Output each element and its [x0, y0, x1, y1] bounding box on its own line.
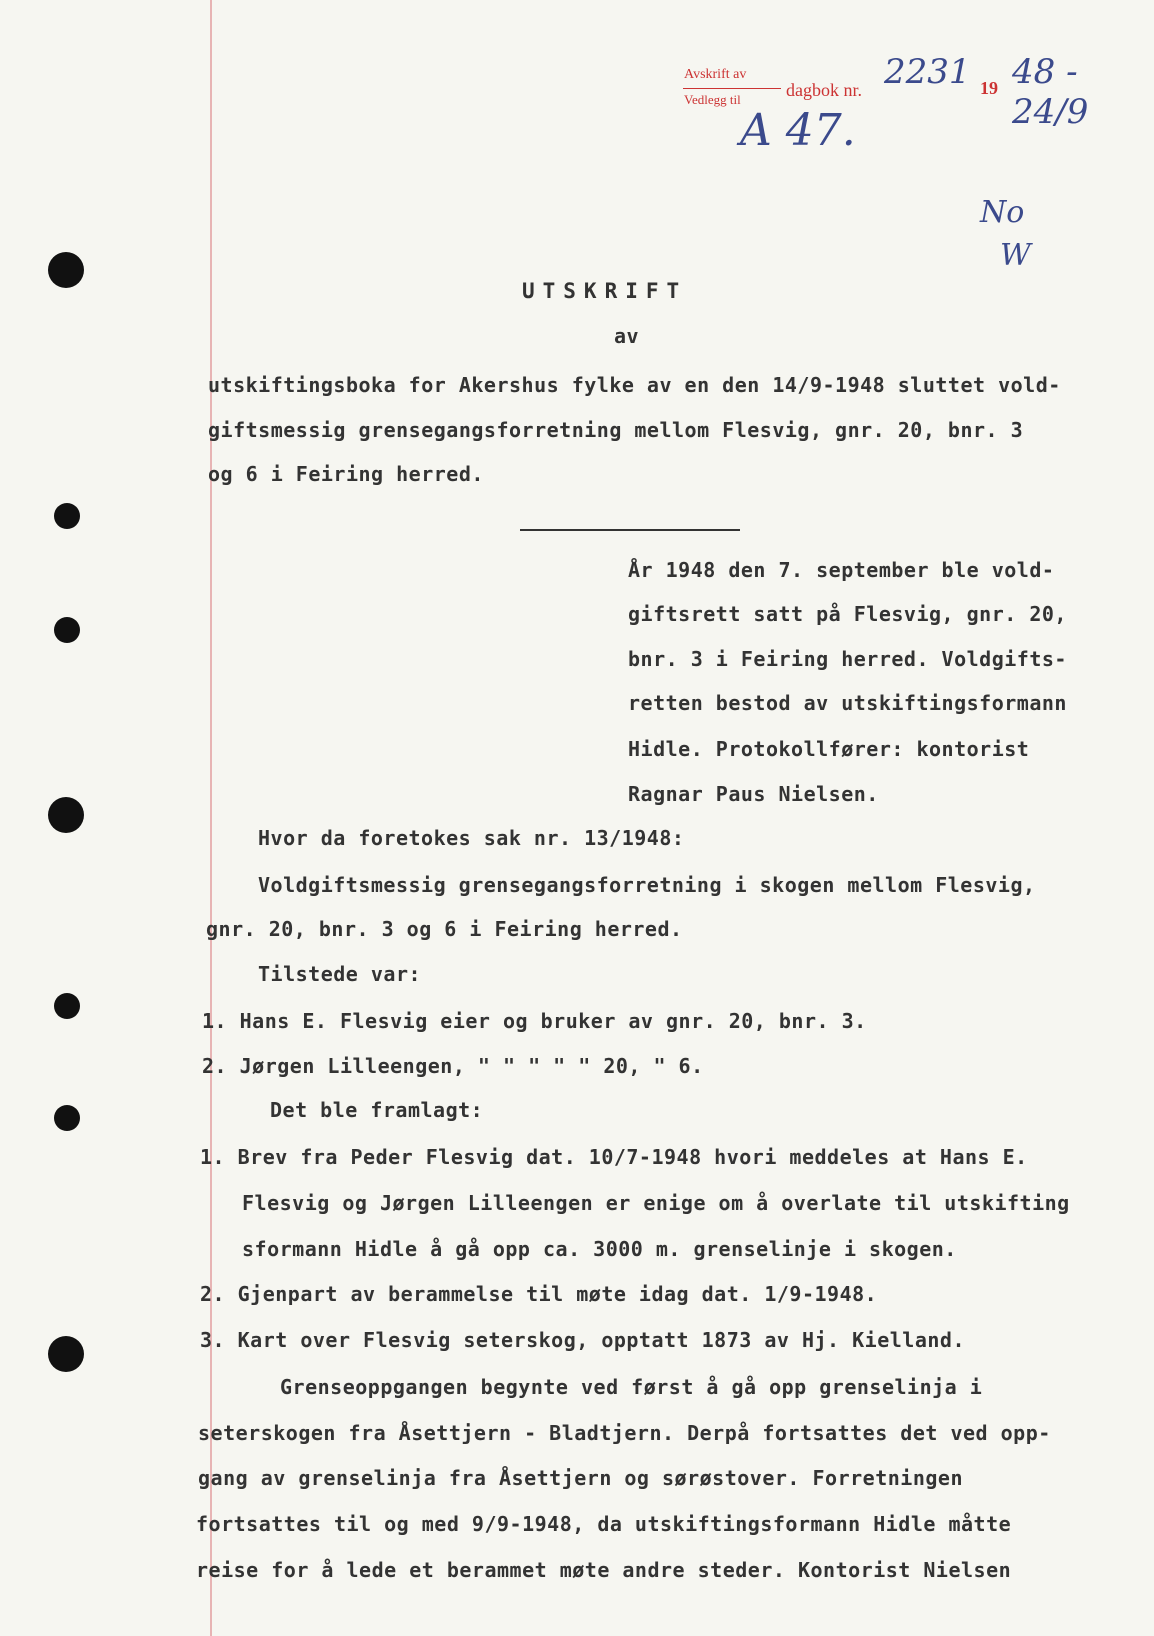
body-line: Grenseoppgangen begynte ved først å gå opp grenselinja i [280, 1375, 983, 1399]
separator-rule [520, 529, 740, 531]
body-line: 2. Gjenpart av berammelse til møte idag dat. 1/9-1948. [200, 1282, 878, 1306]
body-line: gnr. 20, bnr. 3 og 6 i Feiring herred. [206, 917, 683, 941]
body-line: Det ble framlagt: [270, 1098, 484, 1122]
stamp-strike-line [683, 88, 781, 89]
document-title: UTSKRIFT [522, 279, 688, 303]
title-av: av [614, 324, 640, 348]
indented-line: År 1948 den 7. september ble vold- [628, 558, 1055, 582]
indented-line: Ragnar Paus Nielsen. [628, 782, 879, 806]
body-line: 1. Brev fra Peder Flesvig dat. 10/7-1948 hvori meddeles at Hans E. [200, 1145, 1028, 1169]
stamp-avskrift: Avskrift av [684, 67, 747, 82]
body-line: sformann Hidle å gå opp ca. 3000 m. grenselinje i skogen. [242, 1237, 957, 1261]
body-line: seterskogen fra Åsettjern - Bladtjern. Derpå fortsattes det ved opp- [198, 1421, 1051, 1445]
body-line: Tilstede var: [258, 962, 422, 986]
stamp-dagbok-label: dagbok nr. [786, 80, 862, 100]
punch-hole [48, 797, 84, 833]
intro-line: utskiftingsboka for Akershus fylke av en den 14/9-1948 sluttet vold- [208, 373, 1061, 397]
body-line: Hvor da foretokes sak nr. 13/1948: [258, 826, 685, 850]
margin-line [210, 0, 212, 1636]
handwritten-date: 48 - 24/9 [1012, 52, 1089, 132]
body-line: gang av grenselinja fra Åsettjern og sørøstover. Forretningen [198, 1466, 964, 1490]
handwritten-dagbok-number: 2231 [884, 52, 971, 92]
body-line: 2. Jørgen Lilleengen, " " " " " 20, " 6. [202, 1054, 704, 1078]
body-line: Flesvig og Jørgen Lilleengen er enige om å overlate til utskifting [242, 1191, 1070, 1215]
handwritten-ref: A 47. [740, 105, 856, 156]
punch-hole [54, 503, 80, 529]
punch-hole [54, 617, 80, 643]
intro-line: og 6 i Feiring herred. [208, 462, 484, 486]
body-line: fortsattes til og med 9/9-1948, da utskiftingsformann Hidle måtte [196, 1512, 1012, 1536]
punch-hole [48, 252, 84, 288]
punch-hole [54, 1105, 80, 1131]
body-line: 3. Kart over Flesvig seterskog, opptatt 1873 av Hj. Kielland. [200, 1328, 966, 1352]
handwritten-note-top: No [980, 195, 1025, 230]
intro-line: giftsmessig grensegangsforretning mellom Flesvig, gnr. 20, bnr. 3 [208, 418, 1024, 442]
indented-line: bnr. 3 i Feiring herred. Voldgifts- [628, 647, 1067, 671]
body-line: 1. Hans E. Flesvig eier og bruker av gnr. 20, bnr. 3. [202, 1009, 867, 1033]
indented-line: Hidle. Protokollfører: kontorist [628, 737, 1030, 761]
indented-line: giftsrett satt på Flesvig, gnr. 20, [628, 602, 1067, 626]
punch-hole [48, 1336, 84, 1372]
body-line: Voldgiftsmessig grensegangsforretning i skogen mellom Flesvig, [258, 873, 1036, 897]
indented-line: retten bestod av utskiftingsformann [628, 691, 1067, 715]
punch-hole [54, 993, 80, 1019]
stamp-century: 19 [980, 78, 998, 98]
handwritten-note-bottom: W [1000, 238, 1031, 273]
body-line: reise for å lede et berammet møte andre steder. Kontorist Nielsen [196, 1558, 1012, 1582]
stamp-vedlegg: Vedlegg til [684, 92, 741, 107]
